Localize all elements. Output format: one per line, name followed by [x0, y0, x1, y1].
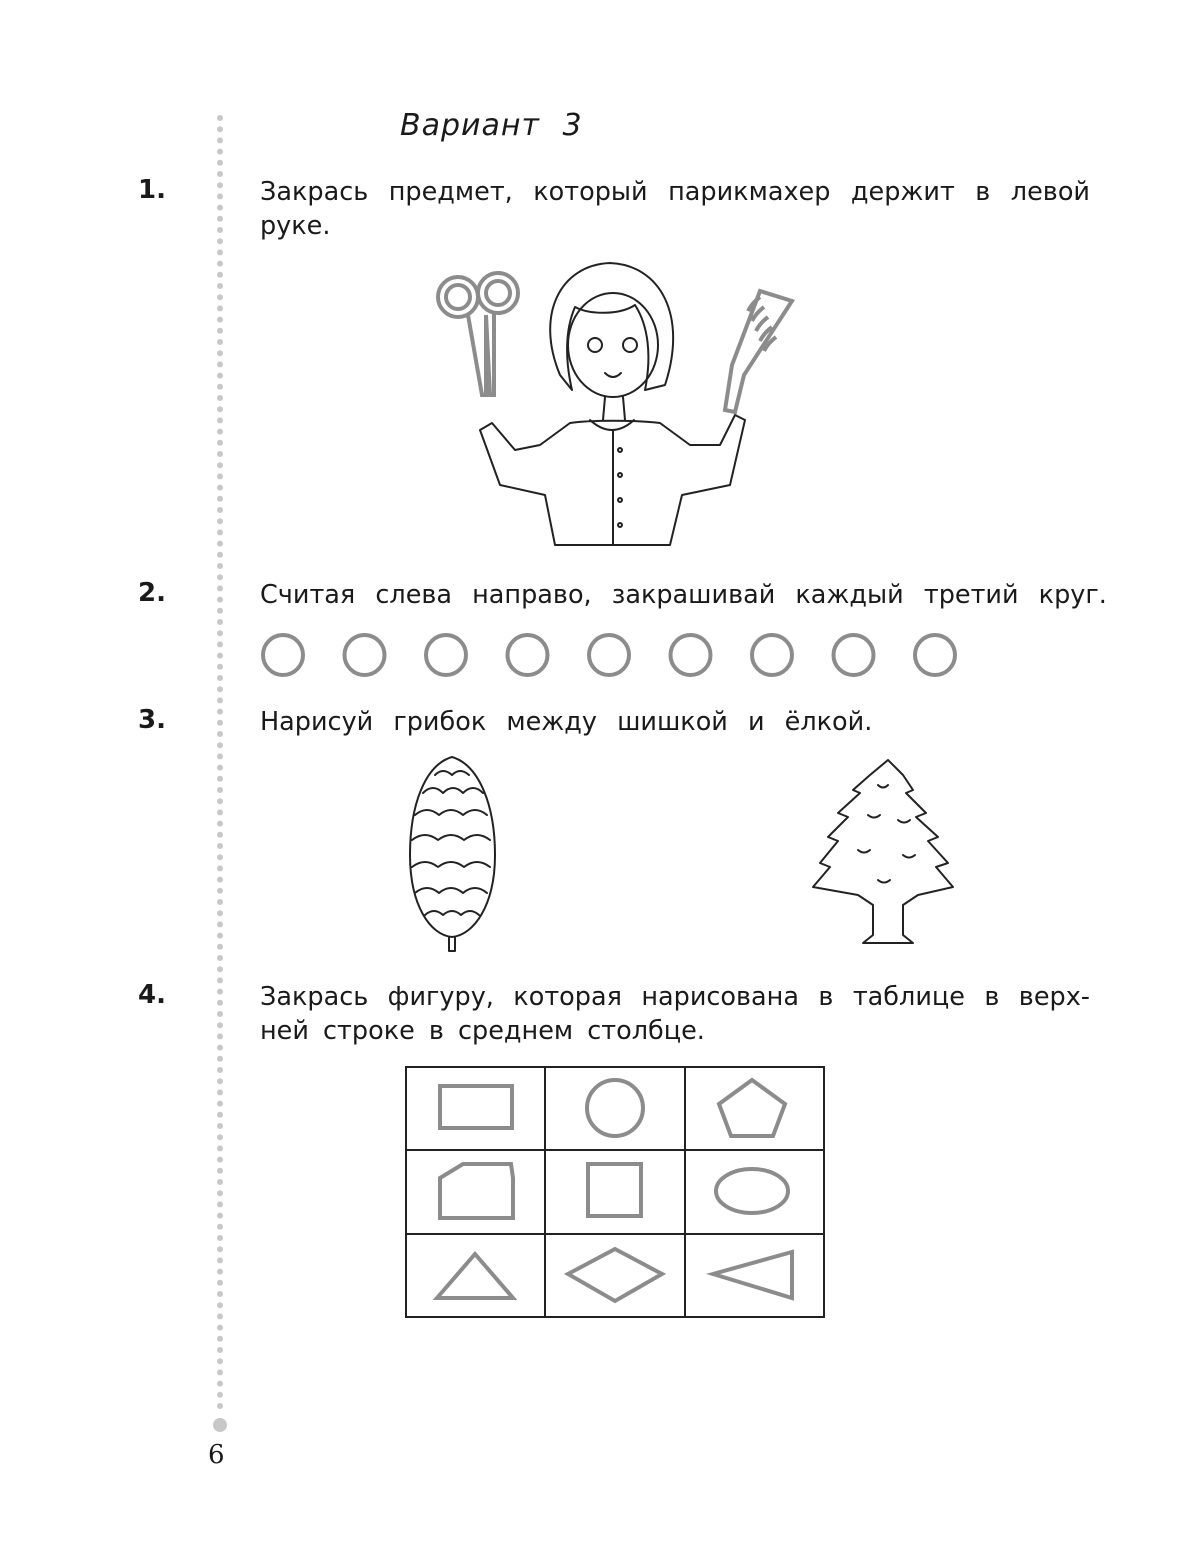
pine-cone-illustration — [405, 755, 500, 955]
task-1-number: 1. — [138, 175, 166, 205]
variant-title: Вариант 3 — [400, 108, 583, 143]
scissors-icon — [438, 273, 518, 395]
house-pentagon-shape — [440, 1164, 513, 1218]
circle-2 — [345, 635, 385, 675]
fir-tree-illustration — [808, 755, 958, 955]
hairdresser-illustration — [420, 245, 800, 555]
circle-4 — [508, 635, 548, 675]
task-2-number: 2. — [138, 578, 166, 608]
task-3-number: 3. — [138, 705, 166, 735]
triangle-shape — [437, 1254, 513, 1298]
task-1-text: Закрась предмет, который парикмахер держит в левой руке. — [260, 177, 1090, 241]
circle-3 — [426, 635, 466, 675]
left-triangle-shape — [713, 1252, 792, 1298]
circle-6 — [671, 635, 711, 675]
rectangle-shape — [440, 1086, 512, 1128]
square-shape — [588, 1164, 641, 1216]
task-4-number: 4. — [138, 980, 166, 1010]
pentagon-shape — [719, 1080, 785, 1136]
task-3-text: Нарисуй грибок между шишкой и ёлкой. — [260, 707, 873, 737]
circle-8 — [834, 635, 874, 675]
task-2-text: Считая слева направо, закрашивай каждый третий круг. — [260, 580, 1107, 610]
rhombus-shape — [568, 1249, 662, 1301]
girl-figure — [480, 263, 745, 545]
circle-9 — [915, 635, 955, 675]
circle-7 — [752, 635, 792, 675]
comb-icon — [725, 291, 792, 412]
circle-5 — [589, 635, 629, 675]
margin-dotted-line — [212, 112, 228, 1442]
circles-row — [260, 630, 960, 680]
shape-table — [405, 1066, 825, 1318]
ellipse-shape — [716, 1169, 788, 1213]
page-number: 6 — [208, 1440, 225, 1470]
circle-shape — [587, 1080, 643, 1136]
task-4-text: Закрась фигуру, которая нарисована в таблице в верх-ней строке в среднем столбце. — [260, 982, 1090, 1046]
circle-1 — [263, 635, 303, 675]
